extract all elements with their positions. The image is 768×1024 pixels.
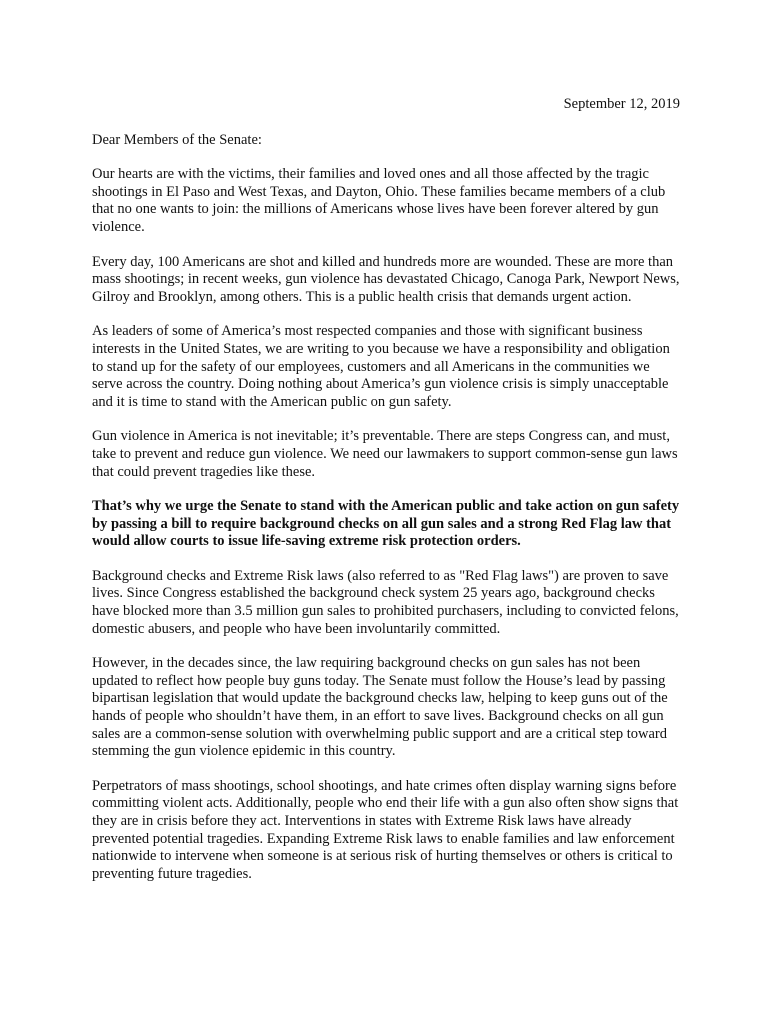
paragraph-background-checks: Background checks and Extreme Risk laws (also referred to as "Red Flag laws") are proven to save lives. Since Congress established the background check system 25 years ago, background checks have blocked more than 3.5 million gun sales to prohibited purchasers, including to convicted felons, domestic abusers, and people who have been involuntarily committed.	[92, 567, 679, 637]
paragraph-preventable: Gun violence in America is not inevitable; it’s preventable. There are steps Congress can, and must, take to prevent and reduce gun violence. We need our lawmakers to support common-sense gun laws that could prevent tragedies like these.	[92, 428, 678, 480]
paragraph-condolences: Our hearts are with the victims, their families and loved ones and all those affected by the tragic shootings in El Paso and West Texas, and Dayton, Ohio. These families became members of a club that no one wants to join: the millions of Americans whose lives have been forever altered by gun violence.	[92, 166, 666, 235]
paragraph-daily-toll: Every day, 100 Americans are shot and killed and hundreds more are wounded. These are more than mass shootings; in recent weeks, gun violence has devastated Chicago, Canoga Park, Newport News, Gilroy and Brooklyn, among others. This is a public health crisis that demands urgent action.	[92, 253, 680, 305]
letter-date: September 12, 2019	[563, 96, 680, 112]
paragraph-call-to-action: That’s why we urge the Senate to stand with the American public and take action on gun safety by passing a bill to require background checks on all gun sales and a strong Red Flag law that would allow courts to issue life-saving extreme risk protection orders.	[92, 498, 680, 550]
paragraph-update-law: However, in the decades since, the law requiring background checks on gun sales has not been updated to reflect how people buy guns today. The Senate must follow the House’s lead by passing bipartisan legislation that would update the background checks law, helping to keep guns out of the hands of people who shouldn’t have them, in an effort to save lives. Background checks on all gun sales are a common-sense solution with overwhelming public support and are a critical step toward stemming the gun violence epidemic in this country.	[92, 655, 668, 760]
letter-salutation: Dear Members of the Senate:	[92, 131, 262, 148]
paragraph-business-leaders: As leaders of some of America’s most respected companies and those with significant business interests in the United States, we are writing to you because we have a responsibility and obligation to stand up for the safety of our employees, customers and all Americans in the communities we serve across the country. Doing nothing about America’s gun violence crisis is simply unacceptable and it is time to stand with the American public on gun safety.	[92, 323, 670, 410]
paragraph-warning-signs: Perpetrators of mass shootings, school shootings, and hate crimes often display warning signs before committing violent acts. Additionally, people who end their life with a gun also often show signs that they are in crisis before they act. Interventions in states with Extreme Risk laws have already prevented potential tragedies. Expanding Extreme Risk laws to enable families and law enforcement nationwide to intervene when someone is at serious risk of hurting themselves or others is critical to preventing future tragedies.	[92, 777, 679, 882]
